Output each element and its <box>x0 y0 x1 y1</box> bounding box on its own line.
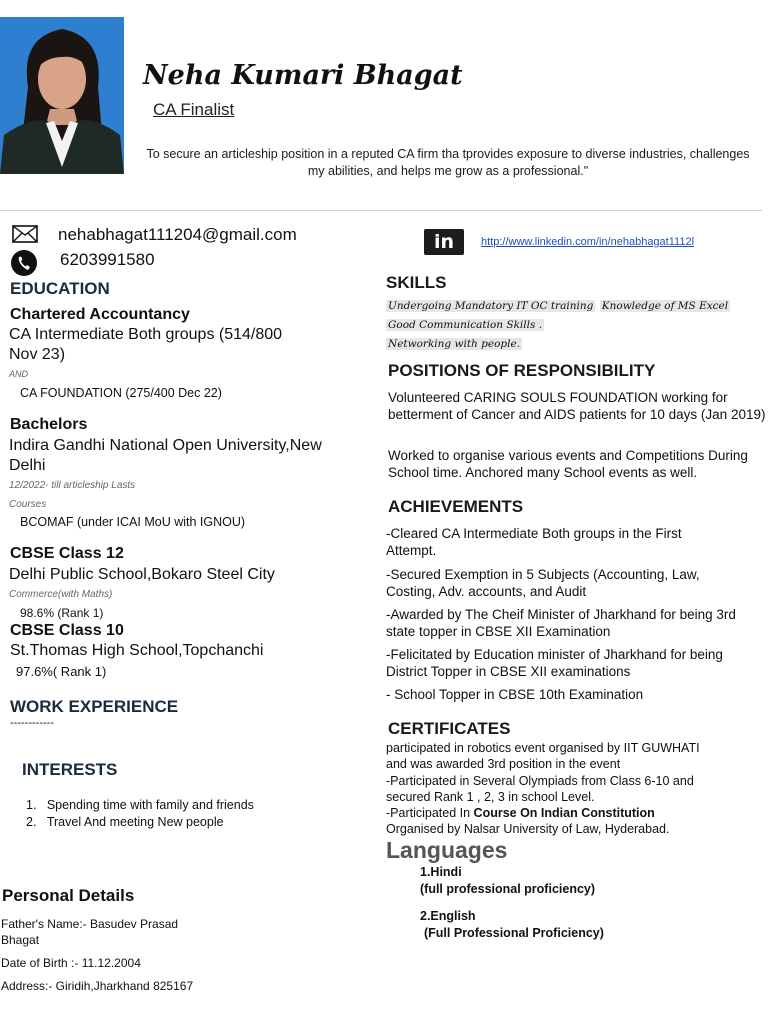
class12-school: Delhi Public School,Bokaro Steel City <box>9 566 275 583</box>
linkedin-icon: in <box>424 229 464 255</box>
ca-foundation: CA FOUNDATION (275/400 Dec 22) <box>20 386 222 400</box>
class12-title: CBSE Class 12 <box>10 545 124 562</box>
achievement-item: -Cleared CA Intermediate Both groups in the First Attempt. <box>386 526 682 558</box>
language-hindi-proficiency: (full professional proficiency) <box>420 882 596 896</box>
achievement-item: -Secured Exemption in 5 Subjects (Accounting, Law, Costing, Adv. accounts, and Audit <box>386 567 700 599</box>
ca-intermediate: CA Intermediate Both groups (514/800 <box>9 326 283 343</box>
class12-score: 98.6% (Rank 1) <box>20 606 104 620</box>
language-english-proficiency: (Full Professional Proficiency) <box>424 926 604 940</box>
address: Address:- Giridih,Jharkhand 825167 <box>1 979 194 993</box>
position-school-events: Worked to organise various events and Competitions During School time. Anchored many School events as well. <box>388 448 748 480</box>
class10-school: St.Thomas High School,Topchanchi <box>10 642 264 659</box>
skill-communication: Good Communication Skills . <box>388 319 543 331</box>
interest-item: 2. Travel And meeting New people <box>26 815 224 829</box>
candidate-role: CA Finalist <box>153 100 235 119</box>
certificate-constitution-prefix: -Participated In <box>386 806 474 820</box>
bachelors-period: 12/2022- till articleship Lasts <box>9 480 136 491</box>
interest-item-label: Travel And meeting New people <box>46 815 224 829</box>
skill-excel: Knowledge of MS Excel <box>601 300 729 312</box>
achievement-item: -Felicitated by Education minister of Jharkhand for being District Topper in CBSE XII examinations <box>386 647 723 679</box>
languages-heading: Languages <box>386 837 508 863</box>
achievement-item: -Awarded by The Cheif Minister of Jharkhand for being 3rd state topper in CBSE XII Examination <box>386 607 736 639</box>
class10-title: CBSE Class 10 <box>10 622 124 639</box>
skills-line-1 <box>386 296 730 314</box>
work-experience-value: ------------ <box>10 717 54 729</box>
bachelors-title: Bachelors <box>10 416 88 433</box>
candidate-name: Neha Kumari Bhagat <box>143 60 463 91</box>
career-objective: To secure an articleship position in a reputed CA firm tha tprovides exposure to diverse industries, challenges my abilities, and helps me grow as a professional." <box>146 147 750 178</box>
class12-stream: Commerce(with Maths) <box>9 589 113 600</box>
and-label: AND <box>9 369 29 379</box>
courses-value: BCOMAF (under ICAI MoU with IGNOU) <box>20 515 246 529</box>
ca-intermediate-date: Nov 23) <box>9 346 66 363</box>
bachelors-university-city: Delhi <box>9 457 46 474</box>
education-heading: EDUCATION <box>10 279 110 298</box>
skill-networking: Networking with people. <box>388 338 521 350</box>
certificates-heading: CERTIFICATES <box>388 719 511 738</box>
email-address[interactable]: nehabhagat111204@gmail.com <box>58 225 297 244</box>
skill-it-training: Undergoing Mandatory IT OC training <box>388 300 594 312</box>
achievement-item: - School Topper in CBSE 10th Examination <box>386 687 644 702</box>
certificate-robotics-cont: and was awarded 3rd position in the event <box>386 757 621 771</box>
courses-label: Courses <box>9 499 47 510</box>
mail-icon <box>12 225 38 248</box>
certificate-robotics: participated in robotics event organised by IIT GUWHATI <box>386 741 700 755</box>
ca-title: Chartered Accountancy <box>10 306 190 323</box>
certificate-olympiads-cont: secured Rank 1 , 2, 3 in school Level. <box>386 790 595 804</box>
certificate-constitution-course: Course On Indian Constitution <box>473 806 655 820</box>
positions-heading: POSITIONS OF RESPONSIBILITY <box>388 361 656 380</box>
phone-number[interactable]: 6203991580 <box>60 250 155 269</box>
bachelors-university: Indira Gandhi National Open University,New <box>9 437 322 454</box>
certificate-constitution <box>386 805 655 821</box>
language-hindi: 1.Hindi <box>420 865 462 879</box>
achievements-heading: ACHIEVEMENTS <box>388 497 524 516</box>
header-divider <box>0 210 762 211</box>
profile-photo <box>0 17 124 174</box>
date-of-birth: Date of Birth :- 11.12.2004 <box>1 956 141 970</box>
interest-item: 1. Spending time with family and friends <box>26 798 254 812</box>
skills-line-3 <box>386 334 522 352</box>
work-experience-heading: WORK EXPERIENCE <box>10 697 179 716</box>
certificate-constitution-org: Organised by Nalsar University of Law, Hyderabad. <box>386 822 670 836</box>
phone-icon <box>11 250 37 281</box>
position-caring-souls: Volunteered CARING SOULS FOUNDATION working for betterment of Cancer and AIDS patients for 10 days (Jan 2019) <box>388 390 766 422</box>
linkedin-link[interactable]: http://www.linkedin.com/in/nehabhagat1112l <box>481 236 695 248</box>
class10-score: 97.6%( Rank 1) <box>16 664 107 679</box>
father-name-cont: Bhagat <box>1 933 40 947</box>
personal-details-heading: Personal Details <box>2 886 135 905</box>
father-name: Father's Name:- Basudev Prasad <box>1 917 179 931</box>
skills-line-2 <box>386 315 544 333</box>
certificate-olympiads: -Participated in Several Olympiads from Class 6-10 and <box>386 774 694 788</box>
interest-item-label: Spending time with family and friends <box>46 798 254 812</box>
skills-heading: SKILLS <box>386 273 447 292</box>
language-english: 2.English <box>420 909 476 923</box>
interests-heading: INTERESTS <box>22 760 118 779</box>
